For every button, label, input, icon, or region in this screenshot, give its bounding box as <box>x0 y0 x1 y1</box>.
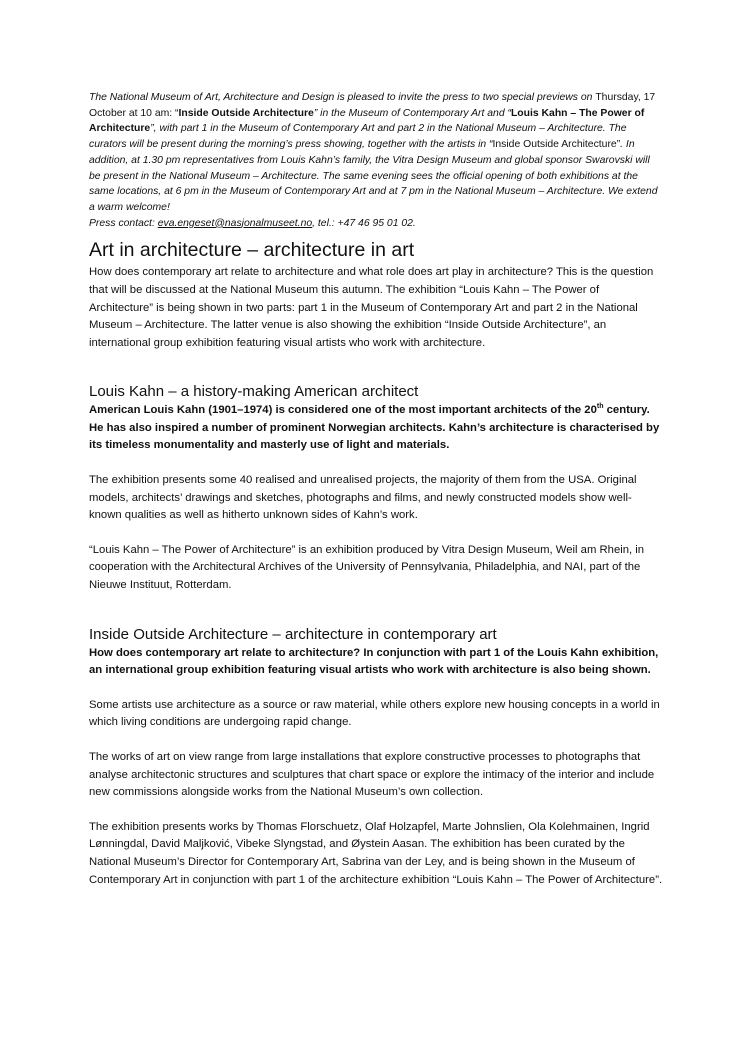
press-contact-tel: , tel.: +47 46 95 01 02. <box>312 217 416 229</box>
section3-para1: Some artists use architecture as a source or raw material, while others explore new housing concepts in a world in which living conditions are undergoing rapid change. <box>89 698 660 729</box>
section3-para2: The works of art on view range from large installations that explore constructive processes to photographs that analyse architectonic structures and sculptures that chart space or explore the intimacy of the interior and include new commissions alongside works from the National Museum’s own collection. <box>89 751 655 799</box>
section2-lead <box>89 402 663 455</box>
section1-body: How does contemporary art relate to architecture and what role does art play in architecture? This is the question that will be discussed at the National Museum this autumn. The exhibition “Louis Kahn – The Power of Architecture” is being shown in two parts: part 1 in the Museum of Contemporary Art and part 2 in the National Museum – Architecture. The latter venue is also showing the exhibition “Inside Outside Architecture”, an international group exhibition featuring visual artists who work with architecture. <box>89 266 654 349</box>
intro-date: Thursday, 17 October at 10 am: “ <box>89 92 656 119</box>
section2-para1: The exhibition presents some 40 realised and unrealised projects, the majority of them from the USA. Original models, architects’ drawings and sketches, photographs and films, and newly constructed models show well-known qualities as well as hitherto unknown sides of Kahn’s work. <box>89 474 637 522</box>
intro-text-4: . In addition, at 1.30 pm representatives from Louis Kahn’s family, the Vitra Design Museum and global sponsor Swarovski will be present in the National Museum – Architecture. The same evening sees the official opening of both exhibitions at the same locations, at 6 pm in the Museum of Contemporary Art and at 7 pm in the National Museum – Architecture. We extend a warm welcome! <box>89 139 658 213</box>
press-contact-label: Press contact: <box>89 217 158 229</box>
intro-text-3: ”, with part 1 in the Museum of Contemporary Art and part 2 in the National Museum – Architecture. The curators will be present during the morning’s press showing, together with the artists in “ <box>89 123 627 151</box>
intro-exhibition-2: Louis Kahn – The Power of Architecture <box>89 107 645 135</box>
section-heading-art-in-architecture: Art in architecture – architecture in art <box>89 239 415 262</box>
section-heading-louis-kahn: Louis Kahn – a history-making American architect <box>89 383 419 401</box>
section2-lead-a: American Louis Kahn (1901–1974) is considered one of the most important architects of the 20 <box>89 404 597 417</box>
section-heading-inside-outside: Inside Outside Architecture – architecture in contemporary art <box>89 625 497 643</box>
section2-lead-b: century. He has also inspired a number of prominent Norwegian architects. Kahn’s architecture is characterised by its timeless monumentality and masterly use of light and materials. <box>89 404 660 452</box>
intro-text-2: ” in the Museum of Contemporary Art and “ <box>313 107 511 119</box>
section3-para3: The exhibition presents works by Thomas Florschuetz, Olaf Holzapfel, Marte Johnslien, Ola Kolehmainen, Ingrid Lønningdal, David Maljković, Vibeke Slyngstad, and Øystein Aasan. The exhibition has been curated by the National Museum’s Director for Contemporary Art, Sabrina van der Ley, and is being shown in the Museum of Contemporary Art in conjunction with part 1 of the architecture exhibition “Louis Kahn – The Power of Architecture”. <box>89 820 663 886</box>
section3-lead: How does contemporary art relate to architecture? In conjunction with part 1 of the Louis Kahn exhibition, an international group exhibition featuring visual artists who work with architecture is also being shown. <box>89 646 659 677</box>
press-invitation <box>89 90 663 231</box>
intro-exhibition-ref: Inside Outside Architecture” <box>492 139 621 151</box>
document-body <box>89 90 663 889</box>
press-contact-email-link[interactable]: eva.engeset@nasjonalmuseet.no <box>157 217 313 229</box>
intro-text-1: The National Museum of Art, Architecture and Design is pleased to invite the press to two special previews on <box>89 92 593 103</box>
section2-para2: “Louis Kahn – The Power of Architecture” is an exhibition produced by Vitra Design Museum, Weil am Rhein, in cooperation with the Architectural Archives of the University of Pennsylvania, Philadelphia, and NAI, part of the Nieuwe Instituut, Rotterdam. <box>89 543 645 592</box>
section2-lead-sup: th <box>596 403 604 411</box>
intro-exhibition-1: Inside Outside Architecture <box>178 107 314 119</box>
